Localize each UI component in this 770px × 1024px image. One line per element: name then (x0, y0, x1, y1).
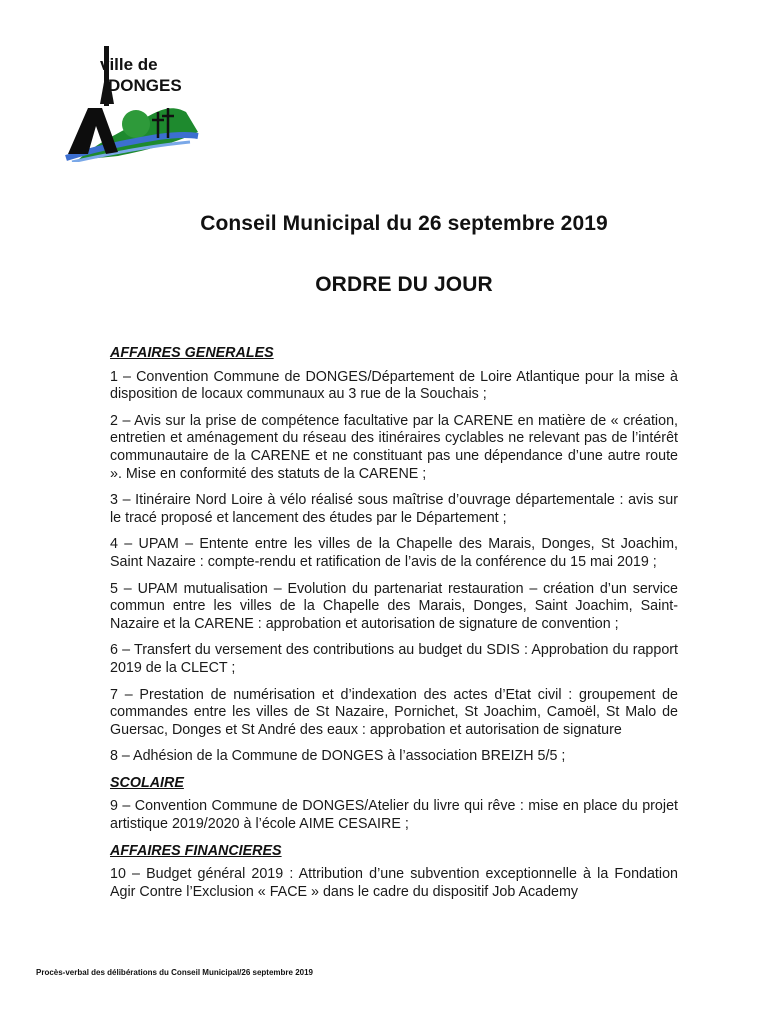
agenda-item-5: 5 – UPAM mutualisation – Evolution du partenariat restauration – création d’un service commun entre les villes de la Chapelle des Marais, Donges, Saint Joachim, Saint-Nazaire et la CARENE : approbation et autorisation de signature de convention ; (110, 580, 678, 632)
agenda-item-6: 6 – Transfert du versement des contributions au budget du SDIS : Approbation du rapport 2019 de la CLECT ; (110, 642, 678, 676)
logo-text-line1: ville de (100, 55, 158, 74)
agenda-item-8: 8 – Adhésion de la Commune de DONGES à l’association BREIZH 5/5 ; (110, 748, 566, 765)
agenda-item-4: 4 – UPAM – Entente entre les villes de la Chapelle des Marais, Donges, St Joachim, Saint Nazaire : compte-rendu et ratification de l’avis de la conférence du 15 mai 2019 ; (110, 536, 678, 570)
agenda-item-3: 3 – Itinéraire Nord Loire à vélo réalisé sous maîtrise d’ouvrage départementale : avis sur le tracé proposé et lancement des études par le Département ; (110, 492, 678, 526)
page-title: Conseil Municipal du 26 septembre 2019 (200, 212, 608, 235)
section-heading-scolaire: SCOLAIRE (110, 774, 184, 791)
agenda-item-7: 7 – Prestation de numérisation et d’indexation des actes d’Etat civil : groupement de commandes entre les villes de St Nazaire, Pornichet, St Joachim, Camoël, St Malo de Guersac, Donges et St André des eaux : approbation et autorisation de signature (110, 686, 678, 738)
section-heading-affaires-financieres: AFFAIRES FINANCIERES (110, 842, 282, 859)
section-heading-affaires-generales: AFFAIRES GENERALES (110, 345, 274, 361)
agenda-item-9: 9 – Convention Commune de DONGES/Atelier du livre qui rêve : mise en place du projet artistique 2019/2020 à l’école AIME CESAIRE ; (110, 798, 678, 833)
page-subtitle: ORDRE DU JOUR (315, 273, 493, 296)
logo-church (68, 108, 118, 154)
agenda-item-10: 10 – Budget général 2019 : Attribution d’une subvention exceptionnelle à la Fondation Agir Contre l’Exclusion « FACE » dans le cadre du dispositif Job Academy (110, 866, 678, 900)
agenda-item-2: 2 – Avis sur la prise de compétence facultative par la CARENE en matière de « création, entretien et aménagement du réseau des itinéraires cyclables ne relevant pas de l’intérêt communautaire de la CARENE et ne constituant pas une dépendance d’une autre route ». Mise en conformité des statuts de la CARENE ; (110, 412, 678, 482)
agenda-content (110, 345, 678, 910)
logo-tree (122, 110, 150, 138)
logo-text-line2: DONGES (108, 76, 182, 95)
agenda-item-1: 1 – Convention Commune de DONGES/Département de Loire Atlantique pour la mise à disposition de locaux communaux au 3 rue de la Souchais ; (110, 368, 678, 403)
donges-town-logo (58, 42, 208, 162)
page-footer: Procès-verbal des délibérations du Conseil Municipal/26 septembre 2019 (36, 968, 313, 977)
